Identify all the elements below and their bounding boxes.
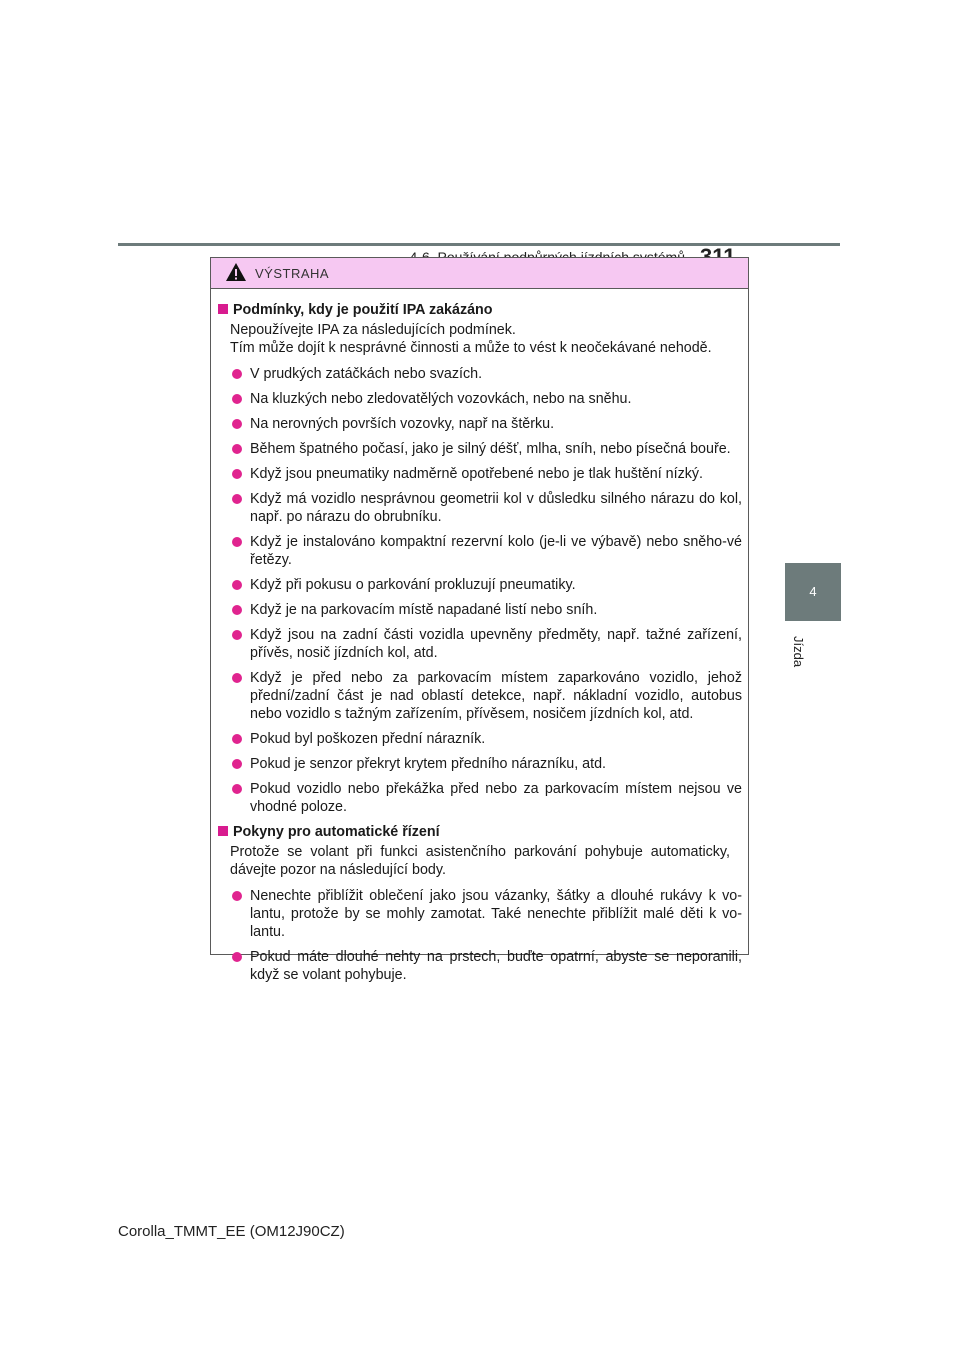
bullet-dot-icon bbox=[232, 734, 242, 744]
bullet-dot-icon bbox=[232, 444, 242, 454]
section-intro-line: Nepoužívejte IPA za následujících podmínek. bbox=[230, 322, 516, 338]
list-item: Když má vozidlo nesprávnou geometrii kol v důsledku silného nárazu do kol, např. po nárazu do obrubníku. bbox=[218, 490, 742, 526]
bullet-list bbox=[218, 365, 742, 816]
list-item: Když jsou pneumatiky nadměrně opotřebené nebo je tlak huštění nízký. bbox=[218, 465, 742, 483]
list-item: Když je instalováno kompaktní rezervní kolo (je-li ve výbavě) nebo sněho-vé řetězy. bbox=[218, 533, 742, 569]
chapter-tab: 4 bbox=[785, 563, 841, 621]
bullet-dot-icon bbox=[232, 369, 242, 379]
warning-section-auto-steering bbox=[218, 823, 742, 984]
list-item: V prudkých zatáčkách nebo svazích. bbox=[218, 365, 742, 383]
footer-model-code: Corolla_TMMT_EE (OM12J90CZ) bbox=[118, 1223, 345, 1240]
section-title-text: Pokyny pro automatické řízení bbox=[233, 824, 440, 840]
list-item: Na nerovných površích vozovky, např na štěrku. bbox=[218, 415, 742, 433]
list-item: Pokud máte dlouhé nehty na prstech, buďte opatrní, abyste se neporanili, když se volant pohybuje. bbox=[218, 948, 742, 984]
bullet-dot-icon bbox=[232, 891, 242, 901]
list-item: Pokud byl poškozen přední nárazník. bbox=[218, 730, 742, 748]
section-square-icon bbox=[218, 304, 228, 314]
chapter-label: Jízda bbox=[791, 636, 806, 668]
bullet-dot-icon bbox=[232, 605, 242, 615]
section-title bbox=[218, 301, 742, 319]
warning-section-prohibited bbox=[218, 301, 742, 816]
section-title bbox=[218, 823, 742, 841]
section-intro-line: Tím může dojít k nesprávné činnosti a může to vést k neočekávané nehodě. bbox=[230, 340, 712, 356]
list-item: Když při pokusu o parkování prokluzují pneumatiky. bbox=[218, 576, 742, 594]
list-item: Když je na parkovacím místě napadané listí nebo sníh. bbox=[218, 601, 742, 619]
bullet-dot-icon bbox=[232, 419, 242, 429]
section-intro-line: Protože se volant při funkci asistenčního parkování pohybuje automaticky, dávejte pozor na následující body. bbox=[230, 844, 730, 878]
bullet-dot-icon bbox=[232, 469, 242, 479]
bullet-dot-icon bbox=[232, 784, 242, 794]
list-item: Během špatného počasí, jako je silný déšť, mlha, sníh, nebo písečná bouře. bbox=[218, 440, 742, 458]
section-title-text: Podmínky, kdy je použití IPA zakázáno bbox=[233, 302, 493, 318]
bullet-dot-icon bbox=[232, 580, 242, 590]
warning-triangle-icon bbox=[225, 262, 247, 282]
list-item: Pokud je senzor překryt krytem předního nárazníku, atd. bbox=[218, 755, 742, 773]
bullet-dot-icon bbox=[232, 494, 242, 504]
list-item: Nenechte přiblížit oblečení jako jsou vázanky, šátky a dlouhé rukávy k vo-lantu, protože by se mohly zamotat. Také nenechte přiblížit malé děti k vo-lantu. bbox=[218, 887, 742, 941]
list-item: Pokud vozidlo nebo překážka před nebo za parkovacím místem nejsou ve vhodné poloze. bbox=[218, 780, 742, 816]
warning-label: VÝSTRAHA bbox=[255, 266, 330, 281]
list-item: Na kluzkých nebo zledovatělých vozovkách, nebo na sněhu. bbox=[218, 390, 742, 408]
bullet-dot-icon bbox=[232, 394, 242, 404]
section-square-icon bbox=[218, 826, 228, 836]
list-item: Když jsou na zadní části vozidla upevněny předměty, např. tažné zařízení, přívěs, nosič jízdních kol, atd. bbox=[218, 626, 742, 662]
bullet-dot-icon bbox=[232, 952, 242, 962]
warning-body bbox=[211, 289, 748, 984]
bullet-dot-icon bbox=[232, 630, 242, 640]
warning-header bbox=[211, 258, 748, 289]
bullet-dot-icon bbox=[232, 759, 242, 769]
bullet-dot-icon bbox=[232, 537, 242, 547]
warning-box bbox=[210, 257, 749, 983]
bullet-dot-icon bbox=[232, 673, 242, 683]
bullet-list bbox=[218, 887, 742, 984]
list-item: Když je před nebo za parkovacím místem zaparkováno vozidlo, jehož přední/zadní část je nad oblastí detekce, např. nákladní vozidlo, autobus nebo vozidlo s tažným zařízením, přívěsem, nosičem jízdních kol, atd. bbox=[218, 669, 742, 723]
